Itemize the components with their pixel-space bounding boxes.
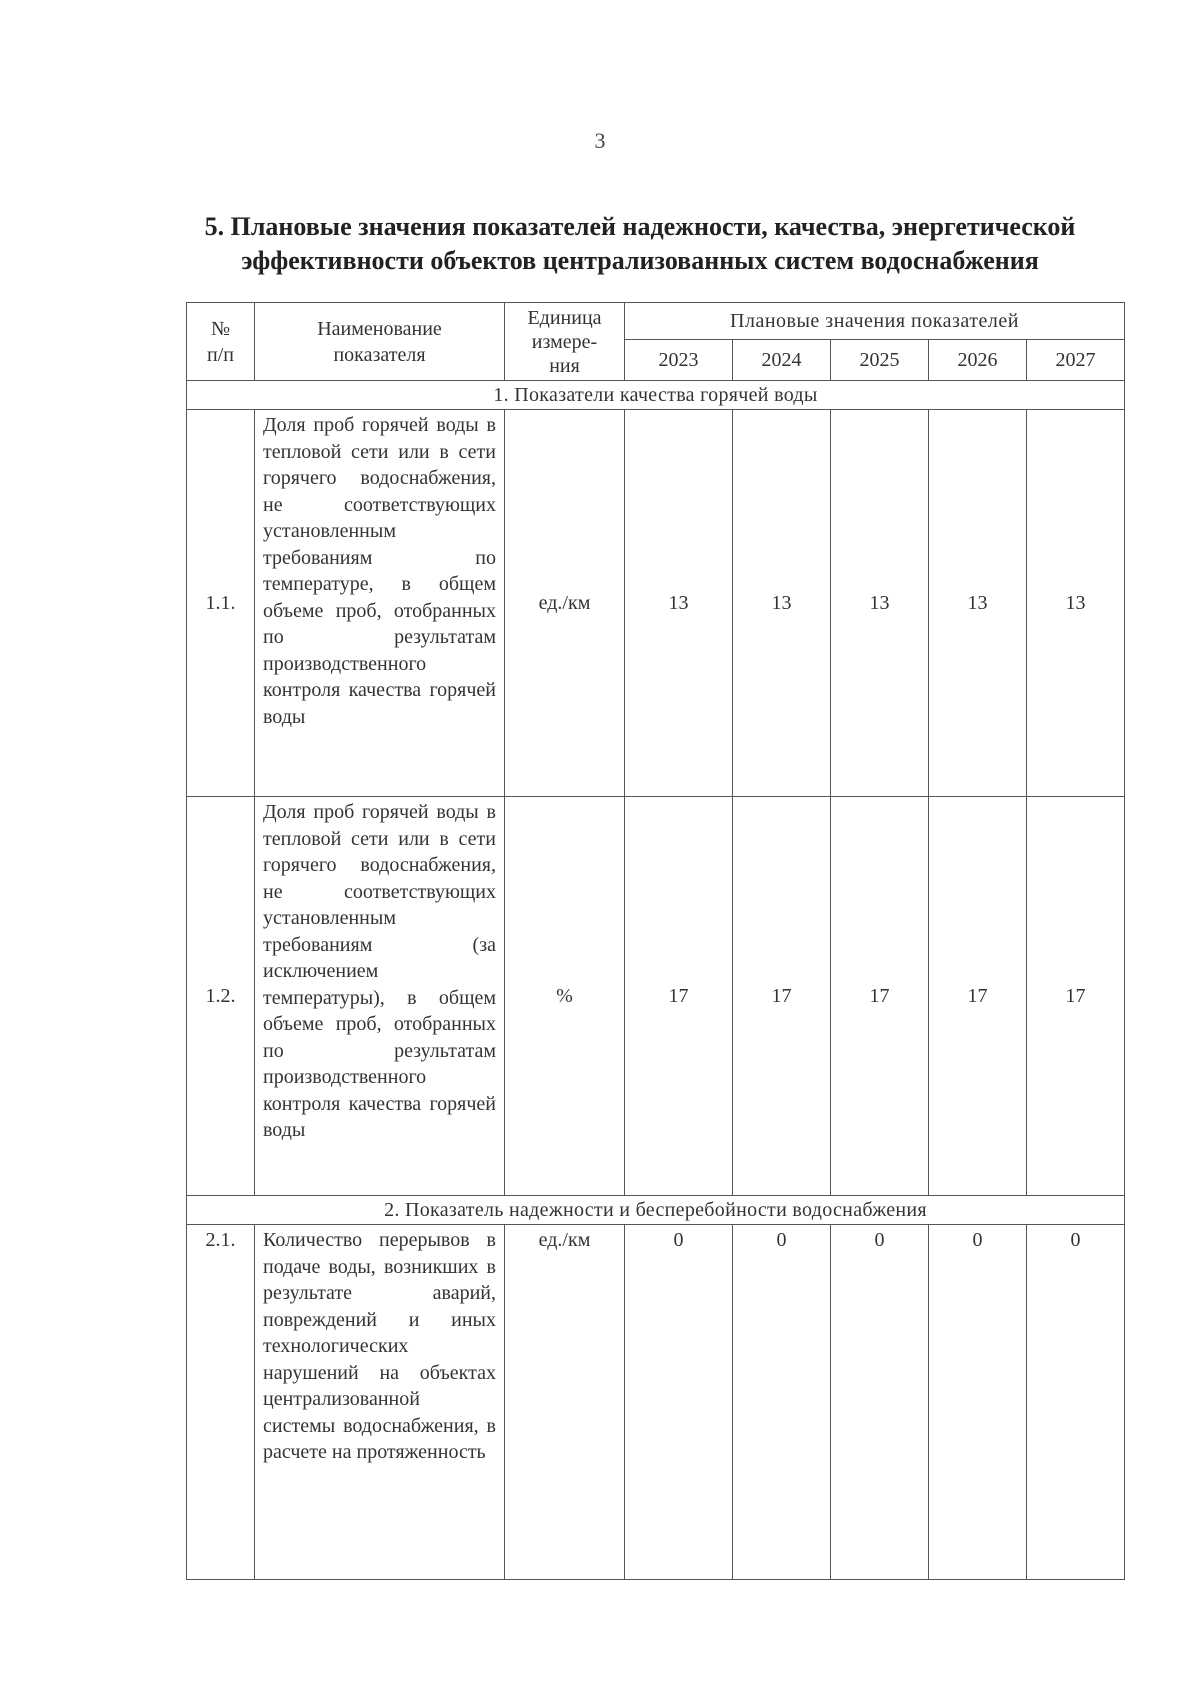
indicators-table bbox=[186, 302, 1125, 1580]
row-number: 2.1. bbox=[187, 1225, 255, 1580]
title-line-2: эффективности объектов централизованных систем водоснабжения bbox=[241, 246, 1039, 275]
row-value: 17 bbox=[625, 797, 733, 1196]
row-unit: ед./км bbox=[505, 410, 625, 797]
header-year: 2026 bbox=[929, 340, 1027, 381]
header-number-line-1: № bbox=[210, 317, 231, 340]
row-value: 0 bbox=[929, 1225, 1027, 1580]
row-value: 13 bbox=[733, 410, 831, 797]
row-value: 17 bbox=[831, 797, 929, 1196]
row-unit: ед./км bbox=[505, 1225, 625, 1580]
header-year: 2025 bbox=[831, 340, 929, 381]
row-number: 1.1. bbox=[187, 410, 255, 797]
row-value: 13 bbox=[625, 410, 733, 797]
row-description: Доля проб горячей воды в тепловой сети или в сети горячего водоснабжения, не соответствующих установленным требованиям (за исключением температуры), в общем объеме проб, отобранных по результатам производственного контроля качества горячей воды bbox=[255, 797, 505, 1196]
header-year: 2023 bbox=[625, 340, 733, 381]
header-name-line-1: Наименование bbox=[317, 317, 442, 340]
header-number-line-2: п/п bbox=[207, 343, 234, 366]
row-unit: % bbox=[505, 797, 625, 1196]
header-unit-line-1: Единица bbox=[527, 306, 602, 329]
row-value: 13 bbox=[1027, 410, 1125, 797]
row-value: 17 bbox=[929, 797, 1027, 1196]
header-year: 2024 bbox=[733, 340, 831, 381]
header-unit-line-3: ния bbox=[549, 354, 580, 377]
title-line-1: 5. Плановые значения показателей надежности, качества, энергетической bbox=[204, 212, 1076, 241]
section-row bbox=[187, 1196, 1125, 1225]
header-name-line-2: показателя bbox=[333, 343, 426, 366]
header-number bbox=[187, 303, 255, 381]
row-value: 17 bbox=[733, 797, 831, 1196]
row-value: 17 bbox=[1027, 797, 1125, 1196]
row-description: Доля проб горячей воды в тепловой сети или в сети горячего водоснабжения, не соответствующих установленным требованиям по температуре, в общем объеме проб, отобранных по результатам производственного контроля качества горячей воды bbox=[255, 410, 505, 797]
row-value: 0 bbox=[1027, 1225, 1125, 1580]
header-unit bbox=[505, 303, 625, 381]
row-value: 0 bbox=[625, 1225, 733, 1580]
table-row bbox=[187, 1225, 1125, 1580]
header-planned-values: Плановые значения показателей bbox=[625, 303, 1125, 340]
table-row bbox=[187, 410, 1125, 797]
row-description: Количество перерывов в подаче воды, возникших в результате аварий, повреждений и иных технологических нарушений на объектах централизованной системы водоснабжения, в расчете на протяженность bbox=[255, 1225, 505, 1580]
section-row bbox=[187, 381, 1125, 410]
table-row bbox=[187, 797, 1125, 1196]
section-title: 2. Показатель надежности и бесперебойности водоснабжения bbox=[187, 1196, 1125, 1225]
header-unit-line-2: измере- bbox=[531, 330, 598, 353]
row-value: 0 bbox=[831, 1225, 929, 1580]
header-indicator-name bbox=[255, 303, 505, 381]
row-value: 0 bbox=[733, 1225, 831, 1580]
document-title bbox=[160, 210, 1120, 278]
section-title: 1. Показатели качества горячей воды bbox=[187, 381, 1125, 410]
header-row-1 bbox=[187, 303, 1125, 340]
row-number: 1.2. bbox=[187, 797, 255, 1196]
header-year: 2027 bbox=[1027, 340, 1125, 381]
row-value: 13 bbox=[929, 410, 1027, 797]
page-number: 3 bbox=[594, 128, 606, 153]
row-value: 13 bbox=[831, 410, 929, 797]
